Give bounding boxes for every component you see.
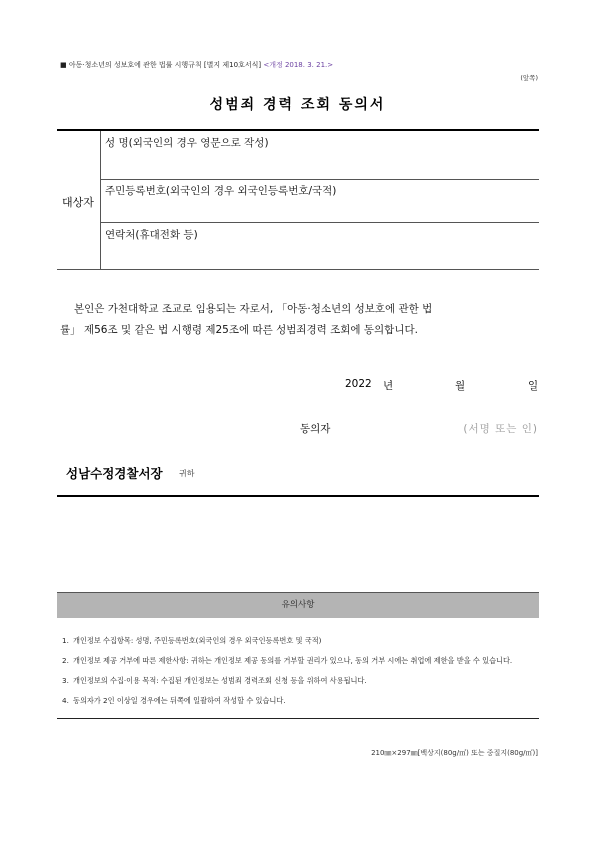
signature-hint: (서명 또는 인) (463, 423, 538, 435)
list-item (62, 694, 540, 707)
notice-bottom-rule (57, 718, 539, 719)
field-name: 성 명(외국인의 경우 영문으로 작성) (105, 137, 269, 149)
consent-line-2: 률」 제56조 및 같은 법 시행령 제25조에 따른 성범죄경력 조회에 동의합니다. (60, 324, 418, 336)
table-divider (100, 131, 101, 270)
amendment-date: <개정 2018. 3. 21.> (263, 61, 334, 69)
row-divider (100, 222, 539, 223)
list-item (62, 674, 540, 687)
list-item (62, 634, 540, 647)
notice-number: 1. (62, 636, 69, 645)
consent-statement (60, 299, 542, 341)
consent-line-1: 본인은 가천대학교 조교로 임용되는 자로서, 「아동·청소년의 성보호에 관한 법 (74, 303, 433, 315)
list-item (62, 654, 540, 667)
notice-header: 유의사항 (57, 592, 539, 618)
recipient-suffix: 귀하 (179, 469, 195, 478)
date-month-unit: 월 (455, 380, 466, 392)
notice-text: 개인정보 수집항목: 성명, 주민등록번호(외국인의 경우 외국인등록번호 및 국적) (73, 636, 322, 645)
subject-label: 대상자 (62, 196, 94, 209)
form-source: 아동·청소년의 성보호에 관한 법률 시행규칙 [별지 제10호서식] (68, 61, 262, 69)
square-bullet-icon: ■ (60, 61, 67, 69)
date-year: 2022 (345, 378, 372, 390)
notice-text: 개인정보 제공 거부에 따른 제한사항: 귀하는 개인정보 제공 동의를 거부할 권리가 있으나, 동의 거부 시에는 취업에 제한을 받을 수 있습니다. (73, 656, 513, 665)
page-side: (앞쪽) (520, 74, 538, 82)
page-title: 성범죄 경력 조회 동의서 (209, 97, 386, 113)
notice-text: 개인정보의 수집·이용 목적: 수집된 개인정보는 성범죄 경력조회 신청 등을 위하여 사용됩니다. (73, 676, 367, 685)
notice-list (62, 634, 540, 714)
table-bottom-rule (57, 269, 539, 270)
form-source-line (60, 60, 333, 70)
field-resident-number: 주민등록번호(외국인의 경우 외국인등록번호/국적) (105, 185, 337, 197)
signer-label: 동의자 (300, 423, 331, 435)
table-top-rule (57, 129, 539, 131)
recipient-name: 성남수정경찰서장 (66, 466, 163, 481)
paper-spec: 210㎜×297㎜[백상지(80g/㎡) 또는 중질지(80g/㎡)] (371, 749, 538, 757)
notice-number: 2. (62, 656, 69, 665)
field-contact: 연락처(휴대전화 등) (105, 229, 198, 241)
recipient-rule (57, 495, 539, 497)
notice-number: 4. (62, 696, 69, 705)
date-year-unit: 년 (383, 380, 394, 392)
date-day-unit: 일 (528, 380, 539, 392)
notice-number: 3. (62, 676, 69, 685)
row-divider (100, 179, 539, 180)
notice-text: 동의자가 2인 이상일 경우에는 뒤쪽에 일괄하여 작성할 수 있습니다. (73, 696, 286, 705)
